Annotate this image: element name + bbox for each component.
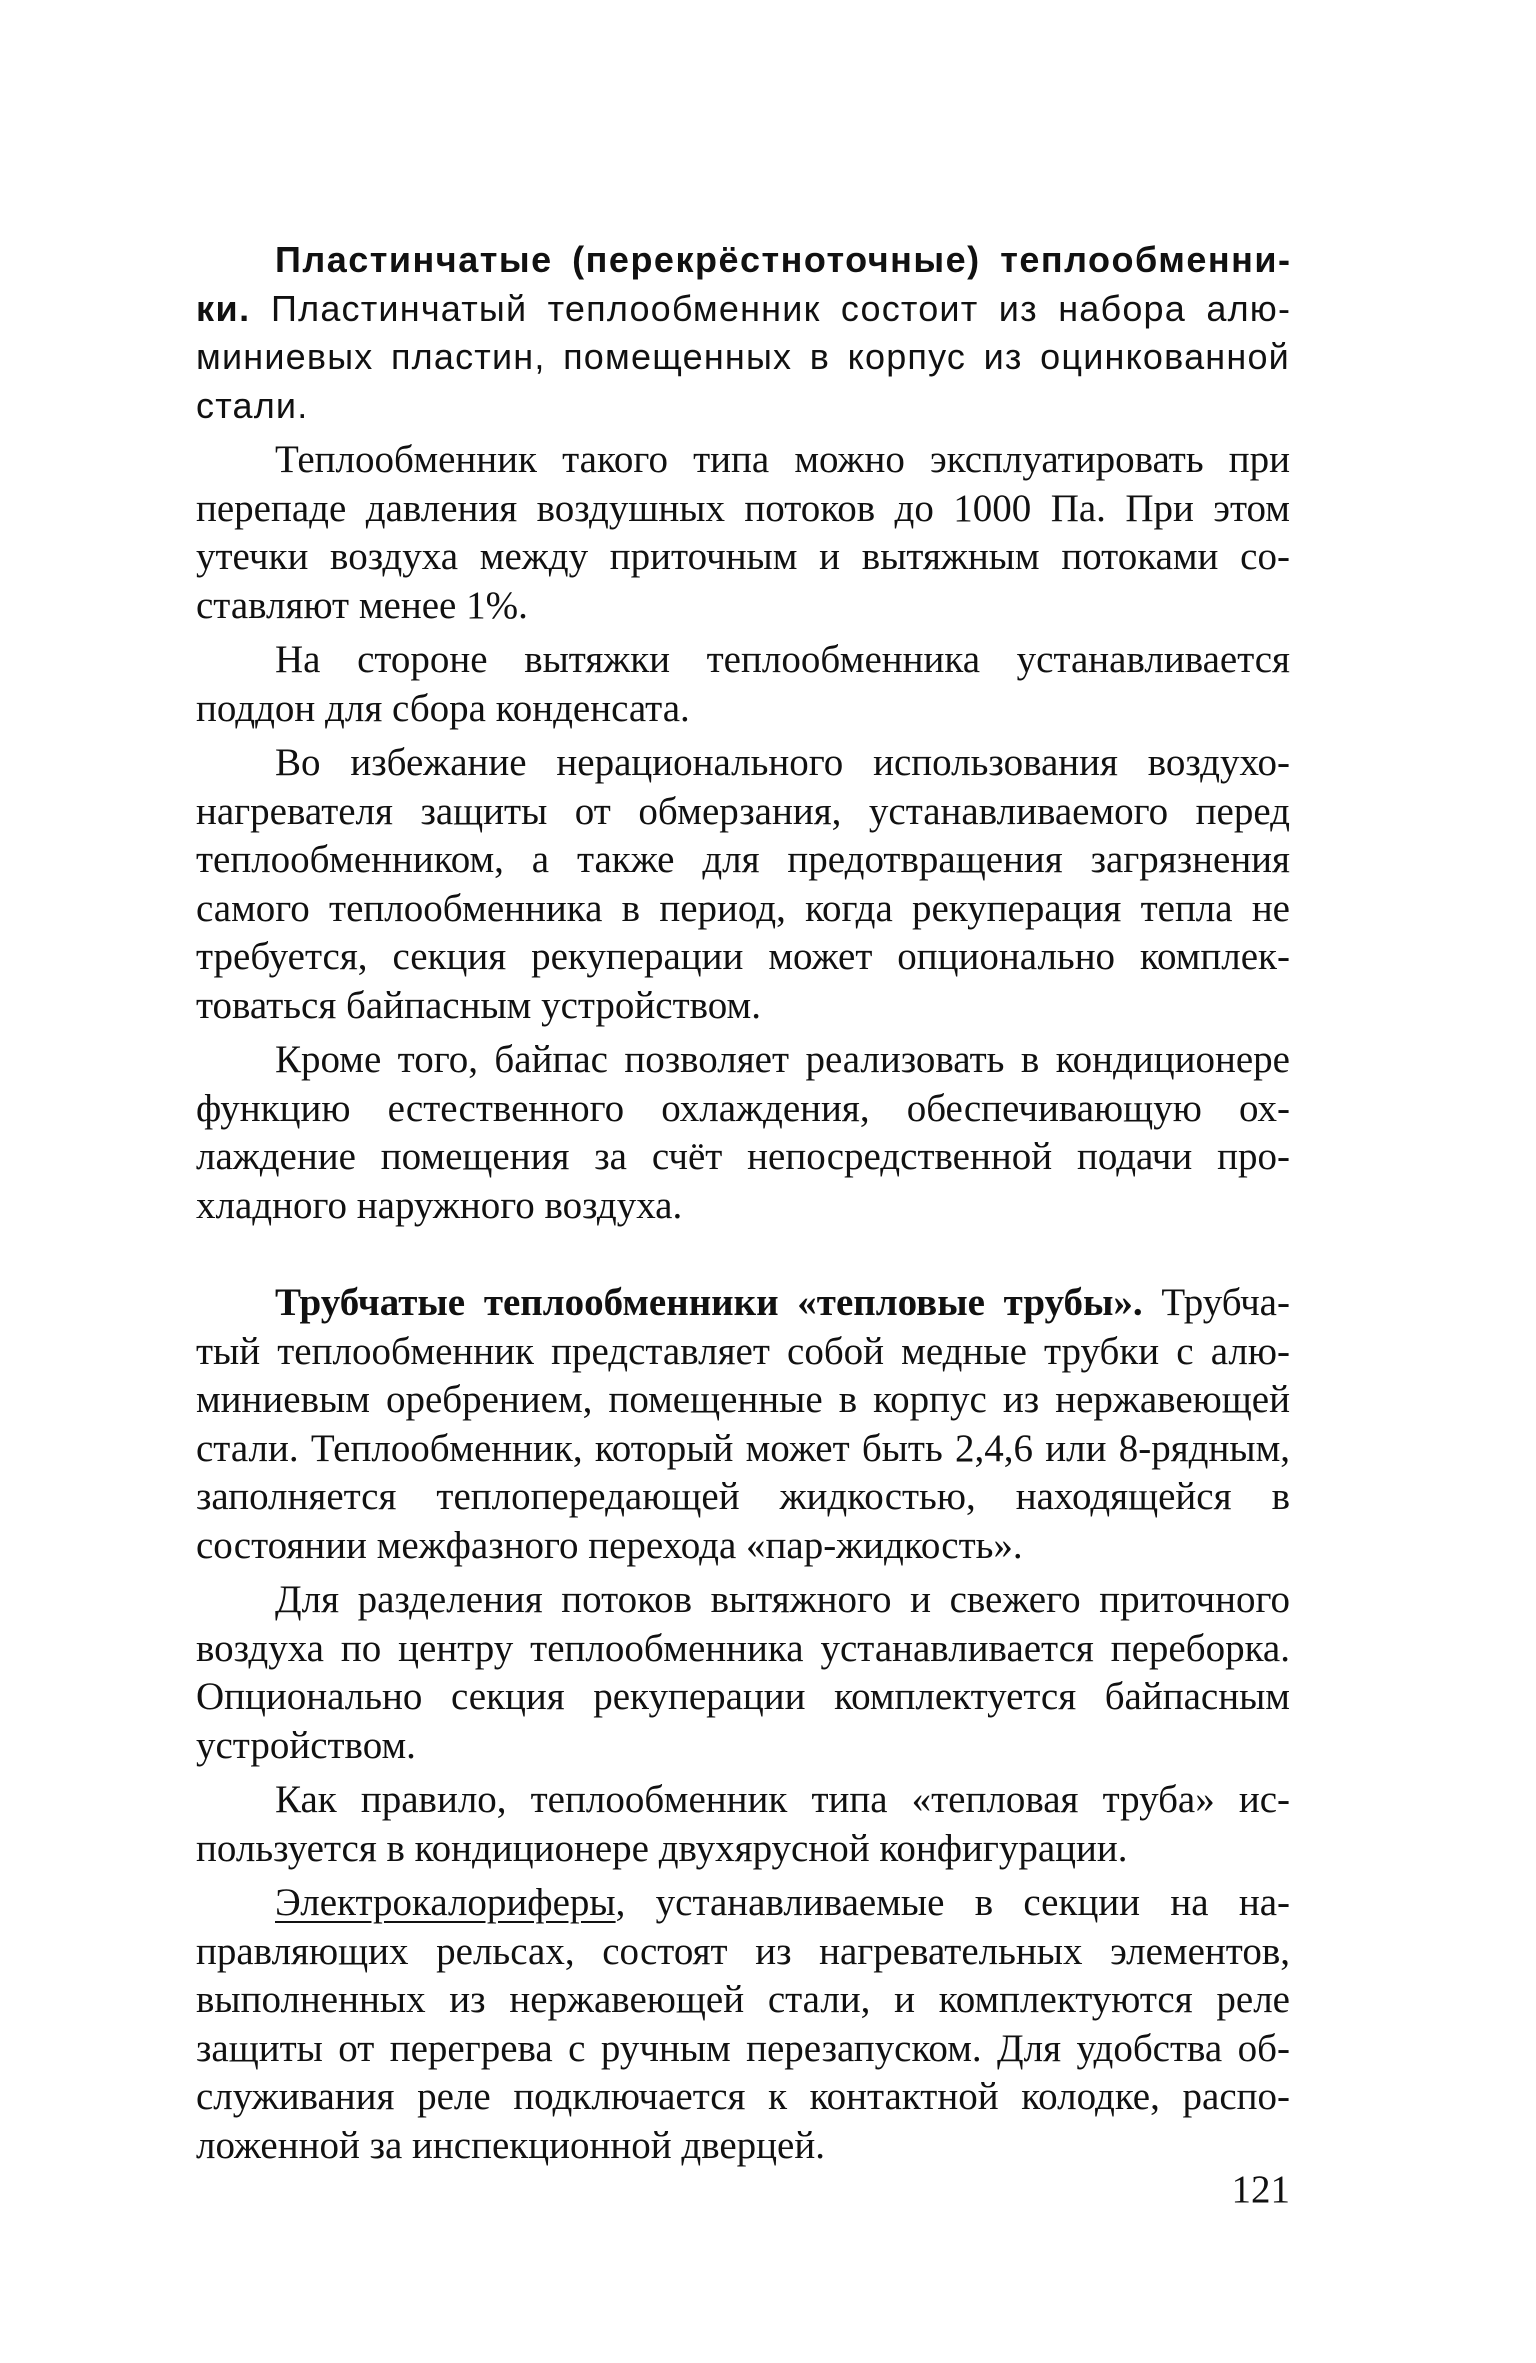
paragraph-plate-heat-exchangers — [196, 236, 1290, 430]
paragraph-bypass-device — [196, 739, 1290, 1030]
paragraph-heat-pipes — [196, 1279, 1290, 1570]
paragraph-text: Кроме того, байпас позволяет реализовать в кондиционере функцию естественного охлаждения, обеспечивающую охлаждение помещения за счёт непосредственной подачи прохладного наружного воздуха. — [196, 1038, 1290, 1227]
paragraph-pressure-drop — [196, 436, 1290, 630]
paragraph-text: Трубчатый теплообменник представляет собой медные трубки с алюминиевым оребрением, помещенные в корпус из нержавеющей стали. Теплообменник, который может быть 2,4,6 или 8-рядным, заполняется теплопередающей жидкостью, находящейся в состоянии межфазного перехода «пар-жидкость». — [196, 1281, 1290, 1567]
paragraph-text: Во избежание нерационального использования воздухонагревателя защиты от обмерзания, устанавливаемого перед теплообменником, а также для предотвращения загрязнения самого теплообменника в период, когда рекуперация тепла не требуется, секция рекуперации может опционально комплектоваться байпасным устройством. — [196, 741, 1290, 1027]
paragraph-condensate-tray — [196, 636, 1290, 733]
paragraph-text: , устанавливаемые в секции на направляющих рельсах, состоят из нагревательных элементов, выполненных из нержавеющей стали, и комплектуются реле защиты от перегрева с ручным перезапуском. Для удобства обслуживания реле подключается к контактной колодке, расположенной за инспекционной дверцей. — [196, 1881, 1290, 2167]
paragraph-text: Как правило, теплообменник типа «тепловая труба» используется в кондиционере двухярусной конфигурации. — [196, 1778, 1290, 1870]
paragraph-text: Пластинчатый теплообменник состоит из набора алюминиевых пластин, помещенных в корпус из оцинкованной стали. — [196, 287, 1290, 426]
paragraph-free-cooling — [196, 1036, 1290, 1230]
page-number: 121 — [1231, 2168, 1290, 2211]
body-text — [196, 236, 1290, 2170]
section-heading-plate-heat-exchangers: Пластинчатые (перекрёстноточные) теплообменники. — [196, 239, 1290, 329]
paragraph-text: На стороне вытяжки теплообменника устанавливается поддон для сбора конденсата. — [196, 638, 1290, 730]
paragraph-text: Теплообменник такого типа можно эксплуатировать при перепаде давления воздушных потоков до 1000 Па. При этом утечки воздуха между приточным и вытяжным потоками составляют менее 1%. — [196, 438, 1290, 627]
paragraph-text: Для разделения потоков вытяжного и свежего приточного воздуха по центру теплообменника устанавливается переборка. Опционально секция рекуперации комплектуется байпасным устройством. — [196, 1578, 1290, 1767]
term-electric-heaters: Электрокалориферы — [275, 1881, 616, 1924]
paragraph-partition — [196, 1576, 1290, 1770]
paragraph-two-tier-configuration — [196, 1776, 1290, 1873]
paragraph-electric-heaters — [196, 1879, 1290, 2170]
section-heading-heat-pipes: Трубчатые теплообменники «тепловые трубы». — [275, 1281, 1143, 1324]
